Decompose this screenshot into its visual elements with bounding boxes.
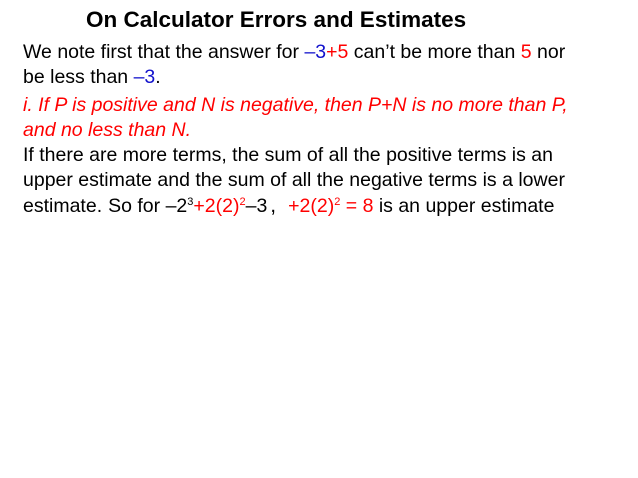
comma-sep: , <box>270 194 277 217</box>
intro-text: We note first that the answer for <box>23 41 305 63</box>
slide-title: On Calculator Errors and Estimates <box>86 7 467 32</box>
para2-line-2: upper estimate and the sum of all the negative terms is a lower <box>23 169 565 191</box>
rule-line-1: i. If P is positive and N is negative, then P+N is no more than P, <box>23 94 568 116</box>
minus-three: –3 <box>245 195 268 217</box>
equals-eight: = 8 <box>340 195 374 217</box>
exponent-2b: 2 <box>334 196 341 208</box>
exponent-3: 3 <box>187 196 194 208</box>
intro-line-1 <box>23 40 565 65</box>
exponent-2a: 2 <box>239 196 246 208</box>
intro-text-suffix: nor <box>531 41 566 63</box>
upper-estimate-suffix: is an upper estimate <box>373 195 555 217</box>
plus-term-a: +2(2) <box>193 195 240 217</box>
so-for-text: So for –2 <box>108 195 188 217</box>
intro-line2-text: be less than <box>23 66 134 88</box>
plus-five: +5 <box>326 41 349 63</box>
estimate-word: estimate. <box>23 195 103 217</box>
rule-line-2: and no less than N. <box>23 119 192 141</box>
neg-three: –3 <box>304 41 327 63</box>
plus-term-b: +2(2) <box>288 195 335 217</box>
para2-line-1: If there are more terms, the sum of all the positive terms is an <box>23 144 553 166</box>
neg-three-2: –3 <box>133 66 156 88</box>
intro-text-mid: can’t be more than <box>348 41 521 63</box>
intro-line-2 <box>23 65 161 90</box>
para2-line-3 <box>23 193 554 219</box>
five-value: 5 <box>520 41 532 63</box>
intro-line2-suffix: . <box>155 66 161 88</box>
